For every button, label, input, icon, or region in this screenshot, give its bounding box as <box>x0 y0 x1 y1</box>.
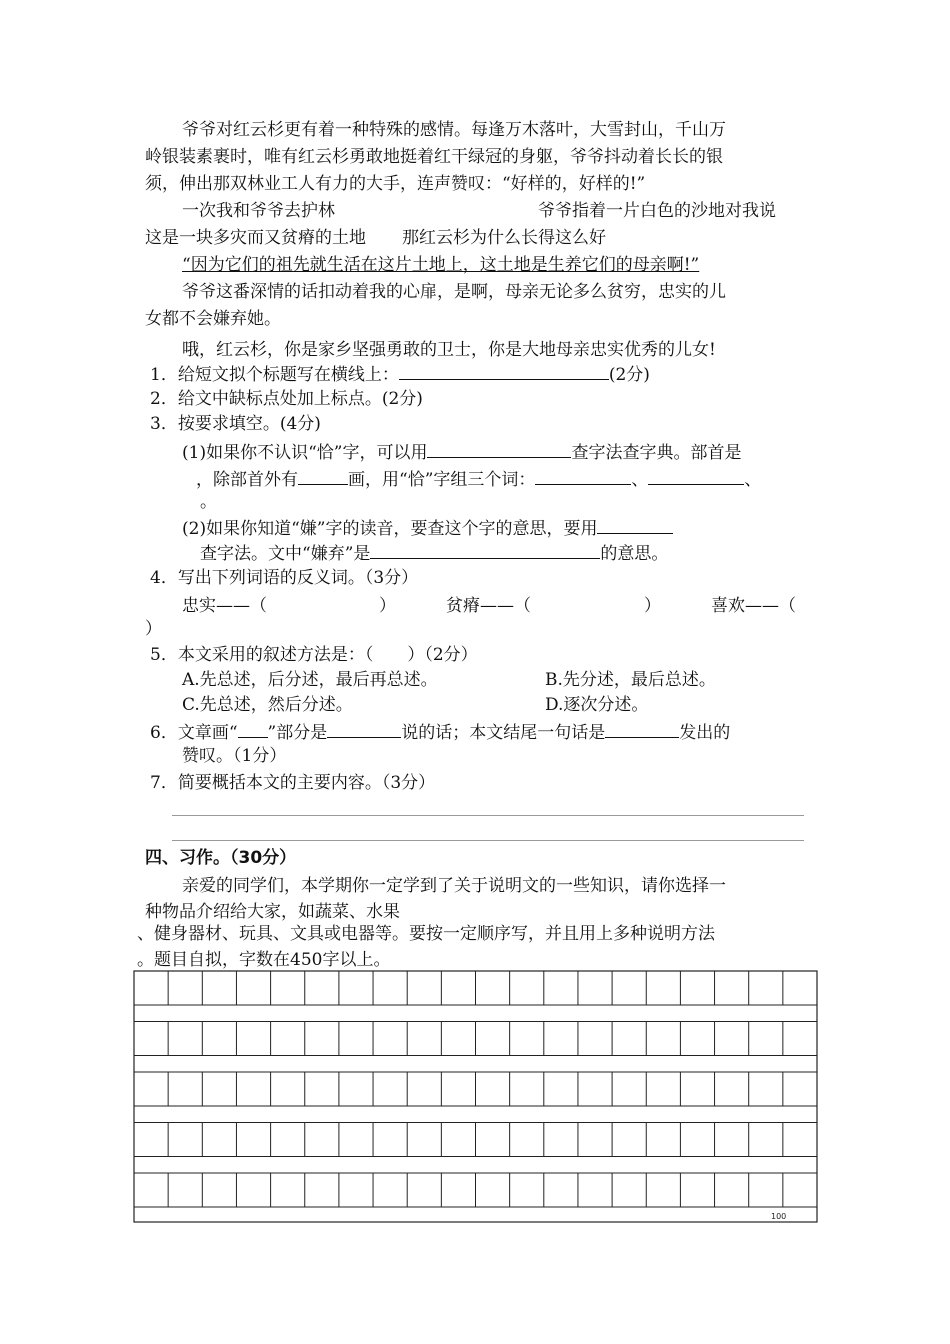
antonym-3: 喜欢——（ <box>711 596 796 616</box>
question-3-2: (2)如果你知道“嫌”字的读音，要查这个字的意思，要用 <box>182 516 673 541</box>
option-b[interactable]: B.先分述，最后总述。 <box>545 670 716 690</box>
antonym-2-close: ） <box>644 596 661 616</box>
grid-count-label: 100 <box>771 1212 787 1221</box>
composition-instruction: 、健身器材、玩具、文具或电器等。要按一定顺序写，并且用上多种说明方法 <box>137 924 715 944</box>
passage-line: 爷爷对红云杉更有着一种特殊的感情。每逢万木落叶，大雪封山，千山万 <box>182 120 726 140</box>
passage-line: 那红云杉为什么长得这么好 <box>402 228 606 248</box>
question-3: 3．按要求填空。(4分) <box>150 414 321 434</box>
antonym-2: 贫瘠——（ <box>446 596 531 616</box>
passage-line: 爷爷指着一片白色的沙地对我说 <box>538 201 776 221</box>
option-a[interactable]: A.先总述，后分述，最后再总述。 <box>182 670 438 690</box>
passage-line: 爷爷这番深情的话扣动着我的心扉，是啊，母亲无论多么贫穷，忠实的儿 <box>182 282 726 302</box>
passage-line: 女都不会嫌弃她。 <box>145 309 281 329</box>
question-4: 4．写出下列词语的反义词。（3分） <box>150 568 419 588</box>
question-3-1: (1)如果你不认识“恰”字，可以用 查字法查字典。部首是 <box>182 440 741 465</box>
passage-line: 一次我和爷爷去护林 <box>182 201 335 221</box>
composition-heading: 四、习作。（30分） <box>145 848 297 868</box>
passage-line: 须，伸出那双林业工人有力的大手，连声赞叹：“好样的，好样的!” <box>145 174 646 194</box>
antonym-1: 忠实——（ <box>182 596 267 616</box>
question-6: 6．文章画“ ”部分是 说的话；本文结尾一句话是 发出的 <box>150 720 730 745</box>
question-5: 5．本文采用的叙述方法是：（ ）（2分） <box>150 645 478 665</box>
composition-instruction: 。题目自拟，字数在450字以上。 <box>137 950 391 970</box>
question-3-1-end: 。 <box>200 492 217 512</box>
antonym-3-close: ） <box>145 619 162 639</box>
passage-line: 这是一块多灾而又贫瘠的土地 <box>145 228 366 248</box>
passage-line: 岭银装素裹时，唯有红云杉勇敢地挺着红干绿冠的身躯，爷爷抖动着长长的银 <box>145 147 723 167</box>
underlined-quote: “因为它们的祖先就生活在这片土地上，这土地是生养它们的母亲啊!” <box>182 255 700 275</box>
passage-line: 哦，红云杉，你是家乡坚强勇敢的卫士，你是大地母亲忠实优秀的儿女! <box>182 340 716 360</box>
question-3-1-cont: ，除部首外有 画，用“恰”字组三个词： 、 、 <box>196 467 761 492</box>
composition-instruction: 亲爱的同学们，本学期你一定学到了关于说明文的一些知识，请你选择一 <box>182 876 726 896</box>
question-2: 2．给文中缺标点处加上标点。(2分) <box>150 389 423 409</box>
question-1: 1．给短文拟个标题写在横线上： (2分) <box>150 362 650 387</box>
antonym-1-close: ） <box>379 596 396 616</box>
composition-instruction: 种物品介绍给大家，如蔬菜、水果 <box>145 902 400 922</box>
question-6-cont: 赞叹。（1分） <box>182 746 287 766</box>
question-7: 7．简要概括本文的主要内容。（3分） <box>150 773 436 793</box>
option-d[interactable]: D.逐次分述。 <box>545 695 649 715</box>
question-3-2-cont: 查字法。文中“嫌弃”是 的意思。 <box>200 541 668 566</box>
option-c[interactable]: C.先总述，然后分述。 <box>182 695 353 715</box>
